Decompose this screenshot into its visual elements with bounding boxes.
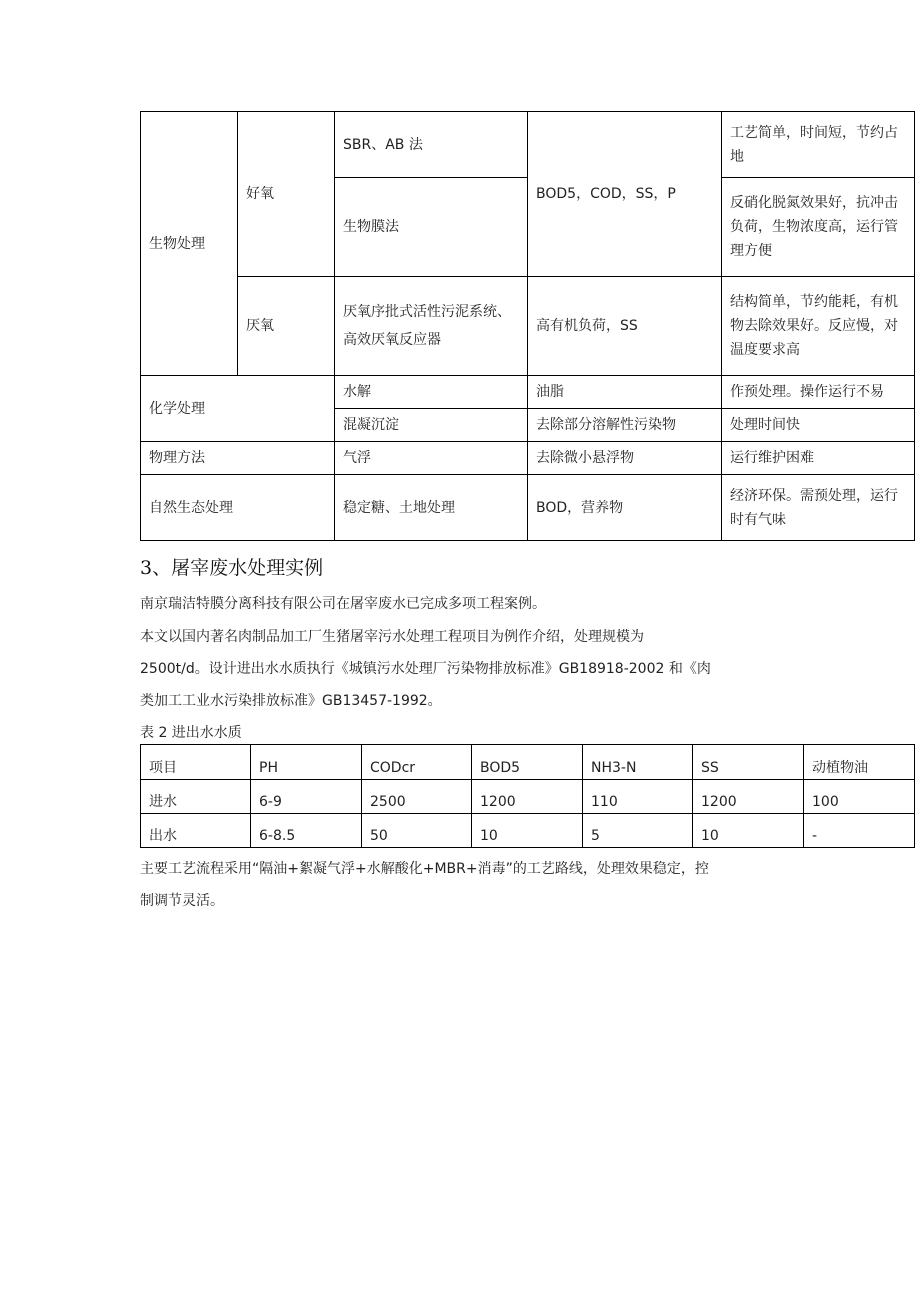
table-cell: 水解 — [335, 376, 528, 409]
table-cell: 生物膜法 — [335, 178, 528, 277]
table-row — [141, 442, 915, 475]
table-cell: 气浮 — [335, 442, 528, 475]
paragraph-line: 主要工艺流程采用“隔油+絮凝气浮+水解酸化+MBR+消毒”的工艺路线，处理效果稳定，控 — [140, 861, 709, 877]
column-header: BOD5 — [472, 745, 583, 780]
column-header: SS — [693, 745, 804, 780]
paragraph-line: 2500t/d。设计进出水水质执行《城镇污水处理厂污染物排放标准》GB18918-2002 和《肉 — [140, 661, 711, 677]
column-header: NH3-N — [583, 745, 693, 780]
table-cell: 化学处理 — [141, 376, 335, 442]
intro-paragraph — [140, 588, 800, 620]
column-header: PH — [251, 745, 362, 780]
table-cell: 厌氧 — [238, 277, 335, 376]
table-cell: 110 — [583, 780, 693, 814]
table-cell: BOD5，COD，SS，P — [528, 112, 722, 277]
table-cell: 处理时间快 — [722, 409, 915, 442]
treatment-methods-table — [140, 111, 915, 541]
table-cell: 6-8.5 — [251, 814, 362, 848]
table-row — [141, 112, 915, 178]
table-cell: 生物处理 — [141, 112, 238, 376]
table-row — [141, 277, 915, 376]
table-cell: 高有机负荷，SS — [528, 277, 722, 376]
table-cell: 5 — [583, 814, 693, 848]
table-caption: 表 2 进出水水质 — [140, 725, 242, 741]
table-row — [141, 780, 915, 814]
process-paragraph — [140, 853, 800, 917]
paragraph-line: 制调节灵活。 — [140, 893, 224, 909]
table-cell: 10 — [693, 814, 804, 848]
table-cell: 去除微小悬浮物 — [528, 442, 722, 475]
body-paragraph — [140, 621, 800, 717]
table-cell: 去除部分溶解性污染物 — [528, 409, 722, 442]
paragraph-line: 南京瑞洁特膜分离科技有限公司在屠宰废水已完成多项工程案例。 — [140, 596, 546, 612]
column-header: CODcr — [362, 745, 472, 780]
table-cell: 工艺简单，时间短，节约占地 — [722, 112, 915, 178]
table-cell: 自然生态处理 — [141, 475, 335, 541]
table-row — [141, 475, 915, 541]
column-header: 动植物油 — [804, 745, 915, 780]
table-cell: 6-9 — [251, 780, 362, 814]
table-cell: 1200 — [693, 780, 804, 814]
paragraph-line: 本文以国内著名肉制品加工厂生猪屠宰污水处理工程项目为例作介绍，处理规模为 — [140, 629, 644, 645]
table-cell: 10 — [472, 814, 583, 848]
table-cell: 2500 — [362, 780, 472, 814]
table-row — [141, 814, 915, 848]
table-cell: 经济环保。需预处理，运行时有气味 — [722, 475, 915, 541]
table-cell: 稳定糖、土地处理 — [335, 475, 528, 541]
table-cell: 反硝化脱氮效果好，抗冲击负荷，生物浓度高，运行管理方便 — [722, 178, 915, 277]
paragraph-line: 类加工工业水污染排放标准》GB13457-1992。 — [140, 693, 442, 709]
table-cell: 油脂 — [528, 376, 722, 409]
table-cell: 厌氧序批式活性污泥系统、高效厌氧反应器 — [335, 277, 528, 376]
water-quality-table — [140, 744, 915, 848]
column-header: 项目 — [141, 745, 251, 780]
table-cell: SBR、AB 法 — [335, 112, 528, 178]
table-cell: - — [804, 814, 915, 848]
table-cell: 好氧 — [238, 112, 335, 277]
table-cell: 运行维护困难 — [722, 442, 915, 475]
table-cell: 结构简单，节约能耗，有机物去除效果好。反应慢，对温度要求高 — [722, 277, 915, 376]
table-cell: 50 — [362, 814, 472, 848]
table-cell: 出水 — [141, 814, 251, 848]
table-cell: 混凝沉淀 — [335, 409, 528, 442]
table-header-row — [141, 745, 915, 780]
table-cell: 进水 — [141, 780, 251, 814]
table-cell: BOD，营养物 — [528, 475, 722, 541]
table-cell: 物理方法 — [141, 442, 335, 475]
table-cell: 1200 — [472, 780, 583, 814]
section-title: 3、屠宰废水处理实例 — [140, 557, 324, 579]
table-cell: 100 — [804, 780, 915, 814]
table-row — [141, 376, 915, 409]
table-cell: 作预处理。操作运行不易 — [722, 376, 915, 409]
